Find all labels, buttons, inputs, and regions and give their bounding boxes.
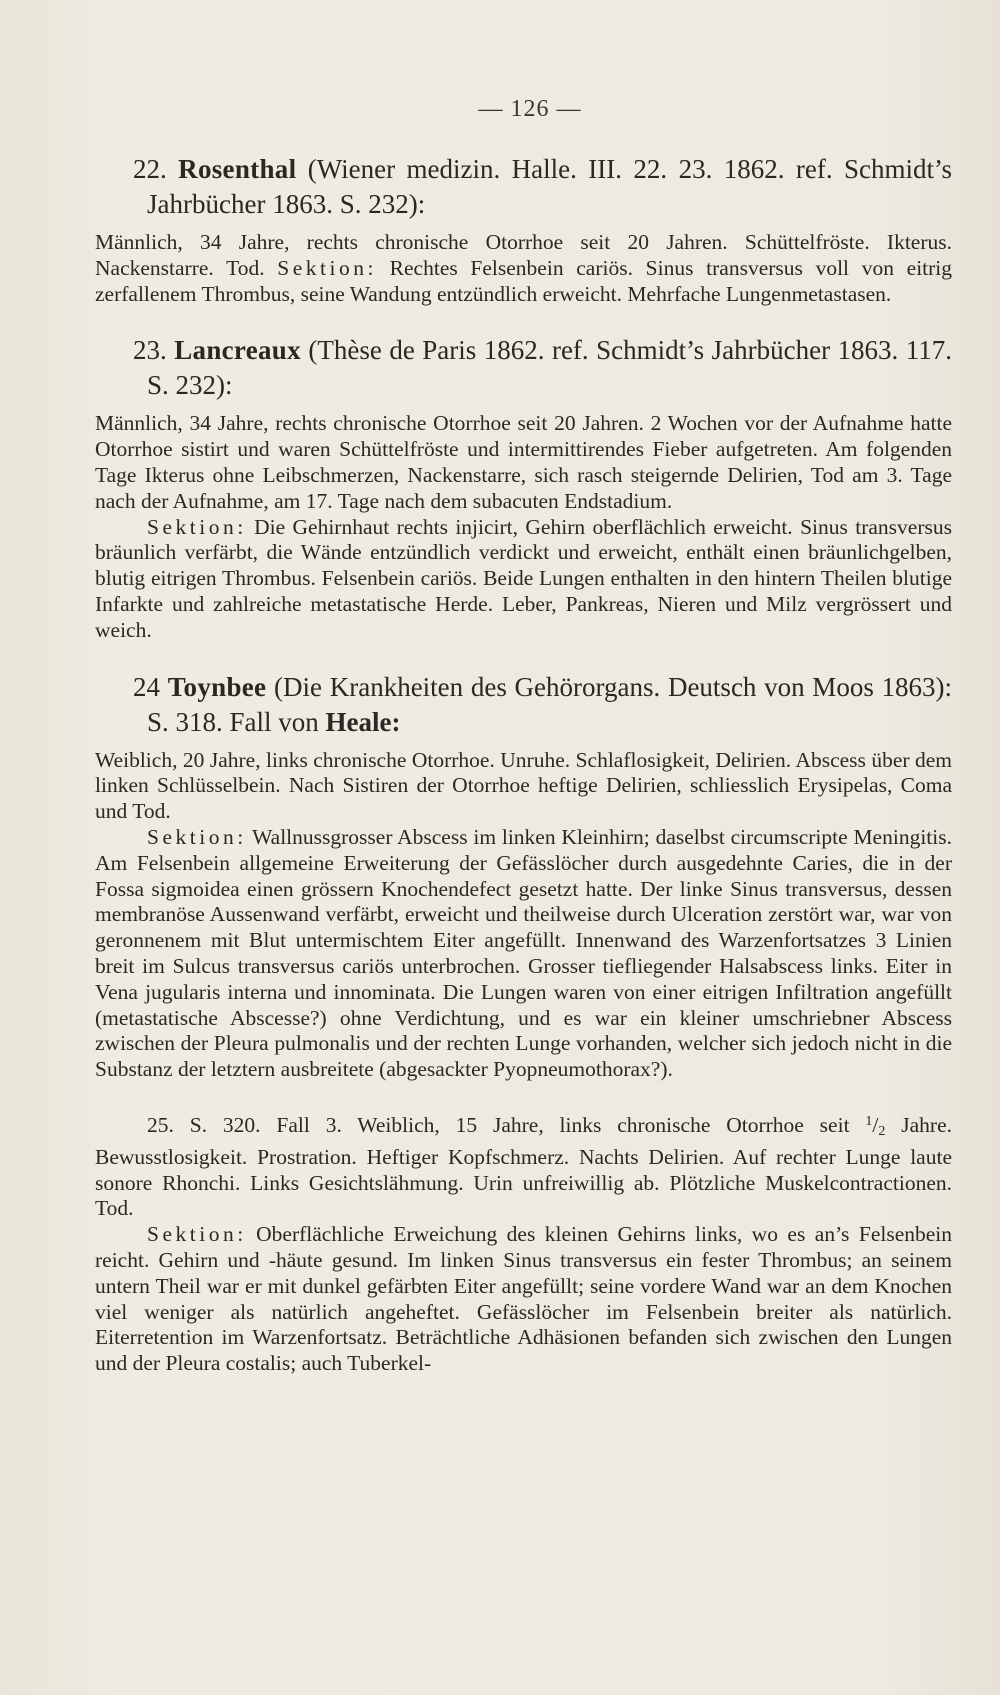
case-author: Toynbee [167, 671, 267, 702]
case-paragraph [95, 230, 952, 307]
case-history: Männlich, 34 Jahre, rechts chronische Otorrhoe seit 20 Jahren. 2 Wochen vor der Aufnahme hatte Otorrhoe sistirt und waren Schüttelfröste und intermittirendes Fieber aufgetreten. Am folgenden Tage Ikterus ohne Leibschmerzen, Nackenstarre, sich rasch steigernde Delirien, Tod am 3. Tage nach der Aufnahme, am 17. Tage nach dem subacuten Endstadium. [95, 411, 952, 513]
sektion-label: Sektion: [147, 824, 247, 849]
sektion-label: Sektion: [147, 514, 247, 539]
case-number: 24 [133, 671, 160, 702]
case-reference-bold: Heale: [325, 706, 401, 737]
case-sektion-paragraph [95, 1222, 952, 1377]
sektion-text: Oberflächliche Erweichung des kleinen Gehirns links, wo es an’s Felsenbein reicht. Gehirn und -häute gesund. Im linken Sinus transversus ein fester Thrombus; an seinem untern Theil war er mit dunkel gefärbten Eiter angefüllt; seine vordere Wand war an dem Knochen viel weniger als natürlich angeheftet. Gefässlöcher im Felsenbein breiter als natürlich. Eiterretention im Warzenfortsatz. Beträchtliche Adhäsionen befanden sich zwischen den Lungen und der Pleura costalis; auch Tuberkel- [95, 1222, 953, 1376]
case-24 [95, 670, 952, 1083]
case-25 [95, 1109, 952, 1377]
sektion-text: Rechtes Felsenbein cariös. Sinus transversus voll von eitrig zerfallenem Thrombus, seine Wandung entzündlich erweicht. Mehrfache Lungenmetastasen. [95, 255, 953, 306]
case-22 [95, 152, 952, 307]
sektion-label: Sektion: [277, 255, 377, 280]
case-author: Rosenthal [178, 154, 297, 184]
case-history: Männlich, 34 Jahre, rechts chronische Otorrhoe seit 20 Jahren. Schüttelfröste. Ikterus. Nackenstarre. Tod. [95, 230, 952, 280]
case-reference: (Thèse de Paris 1862. ref. Schmidt’s Jahrbücher 1863. 117. S. 232): [147, 335, 952, 401]
case-number: 22. [133, 154, 167, 184]
case-number: 25. [147, 1112, 174, 1137]
case-sektion-paragraph [95, 825, 952, 1083]
case-history-after-fraction: Jahre. Bewusstlosigkeit. Prostration. Heftiger Kopfschmerz. Nachts Delirien. Auf rechter Lunge laute sonore Rhonchi. Links Gesichtslähmung. Urin unfreiwillig ab. Plötzliche Muskelcontractionen. Tod. [95, 1112, 952, 1221]
half-fraction: $^1$/2 [865, 1112, 886, 1139]
case-history [95, 1109, 952, 1222]
case-reference: (Die Krankheiten des Gehörorgans. Deutsch von Moos 1863): S. 318. Fall von [147, 671, 953, 737]
sektion-text: Die Gehirnhaut rechts injicirt, Gehirn oberflächlich erweicht. Sinus transversus bräunlich verfärbt, die Wände entzündlich verdickt und erweicht, enthält einen bräunlichgelben, blutig eitrigen Thrombus. Felsenbein cariös. Beide Lungen enthalten in den hintern Theilen blutige Infarkte und zahlreiche metastatische Herde. Leber, Pankreas, Nieren und Milz vergrössert und weich. [95, 514, 952, 642]
sektion-text: Wallnussgrosser Abscess im linken Kleinhirn; daselbst circumscripte Meningitis. Am Felsenbein allgemeine Erweiterung der Gefässlöcher durch ausgedehnte Caries, die in der Fossa sigmoidea einen grössern Knochendefect gesetzt hatte. Der linke Sinus transversus, dessen membranöse Aussenwand verfärbt, erweicht und theilweise durch Ulceration zerstört war, war von geronnenem mit Blut untermischtem Eiter angefüllt. Innenwand des Warzenfortsatzes 3 Linien breit im Sulcus transversus cariös unterbrochen. Grosser tiefliegender Halsabscess links. Eiter in Vena jugularis interna und innominata. Die Lungen waren von einer eitrigen Infiltration angefüllt (metastatische Abscesse?) ohne Verdichtung, und es war ein kleiner umschriebner Abscess zwischen der Pleura pulmonalis und der rechten Lunge vorhanden, welcher sich jedoch nicht in die Substanz der letztern ausbreitete (abgesackter Pyopneumothorax?). [95, 824, 952, 1082]
case-author: Lancreaux [174, 335, 301, 366]
case-number: 23. [133, 335, 167, 366]
sektion-label: Sektion: [147, 1222, 247, 1247]
case-sektion-paragraph [95, 515, 952, 644]
case-heading [95, 670, 952, 740]
case-reference: (Wiener medizin. Halle. III. 22. 23. 1862. ref. Schmidt’s Jahrbücher 1863. S. 232): [147, 154, 953, 219]
fraction-denominator: 2 [878, 1123, 886, 1139]
case-heading [95, 152, 952, 222]
case-history-before-fraction: S. 320. Fall 3. Weiblich, 15 Jahre, links chronische Otorrhoe seit [189, 1112, 850, 1137]
fraction-numerator: 1 [865, 1113, 873, 1129]
page-number: — 126 — [478, 96, 582, 122]
page-content [95, 152, 952, 1377]
case-history: Weiblich, 20 Jahre, links chronische Otorrhoe. Unruhe. Schlaflosigkeit, Delirien. Abscess über dem linken Schlüsselbein. Nach Sistiren der Otorrhoe heftige Delirien, schliesslich Erysipelas, Coma und Tod. [95, 747, 952, 824]
case-23 [95, 333, 952, 643]
case-heading [95, 333, 952, 403]
